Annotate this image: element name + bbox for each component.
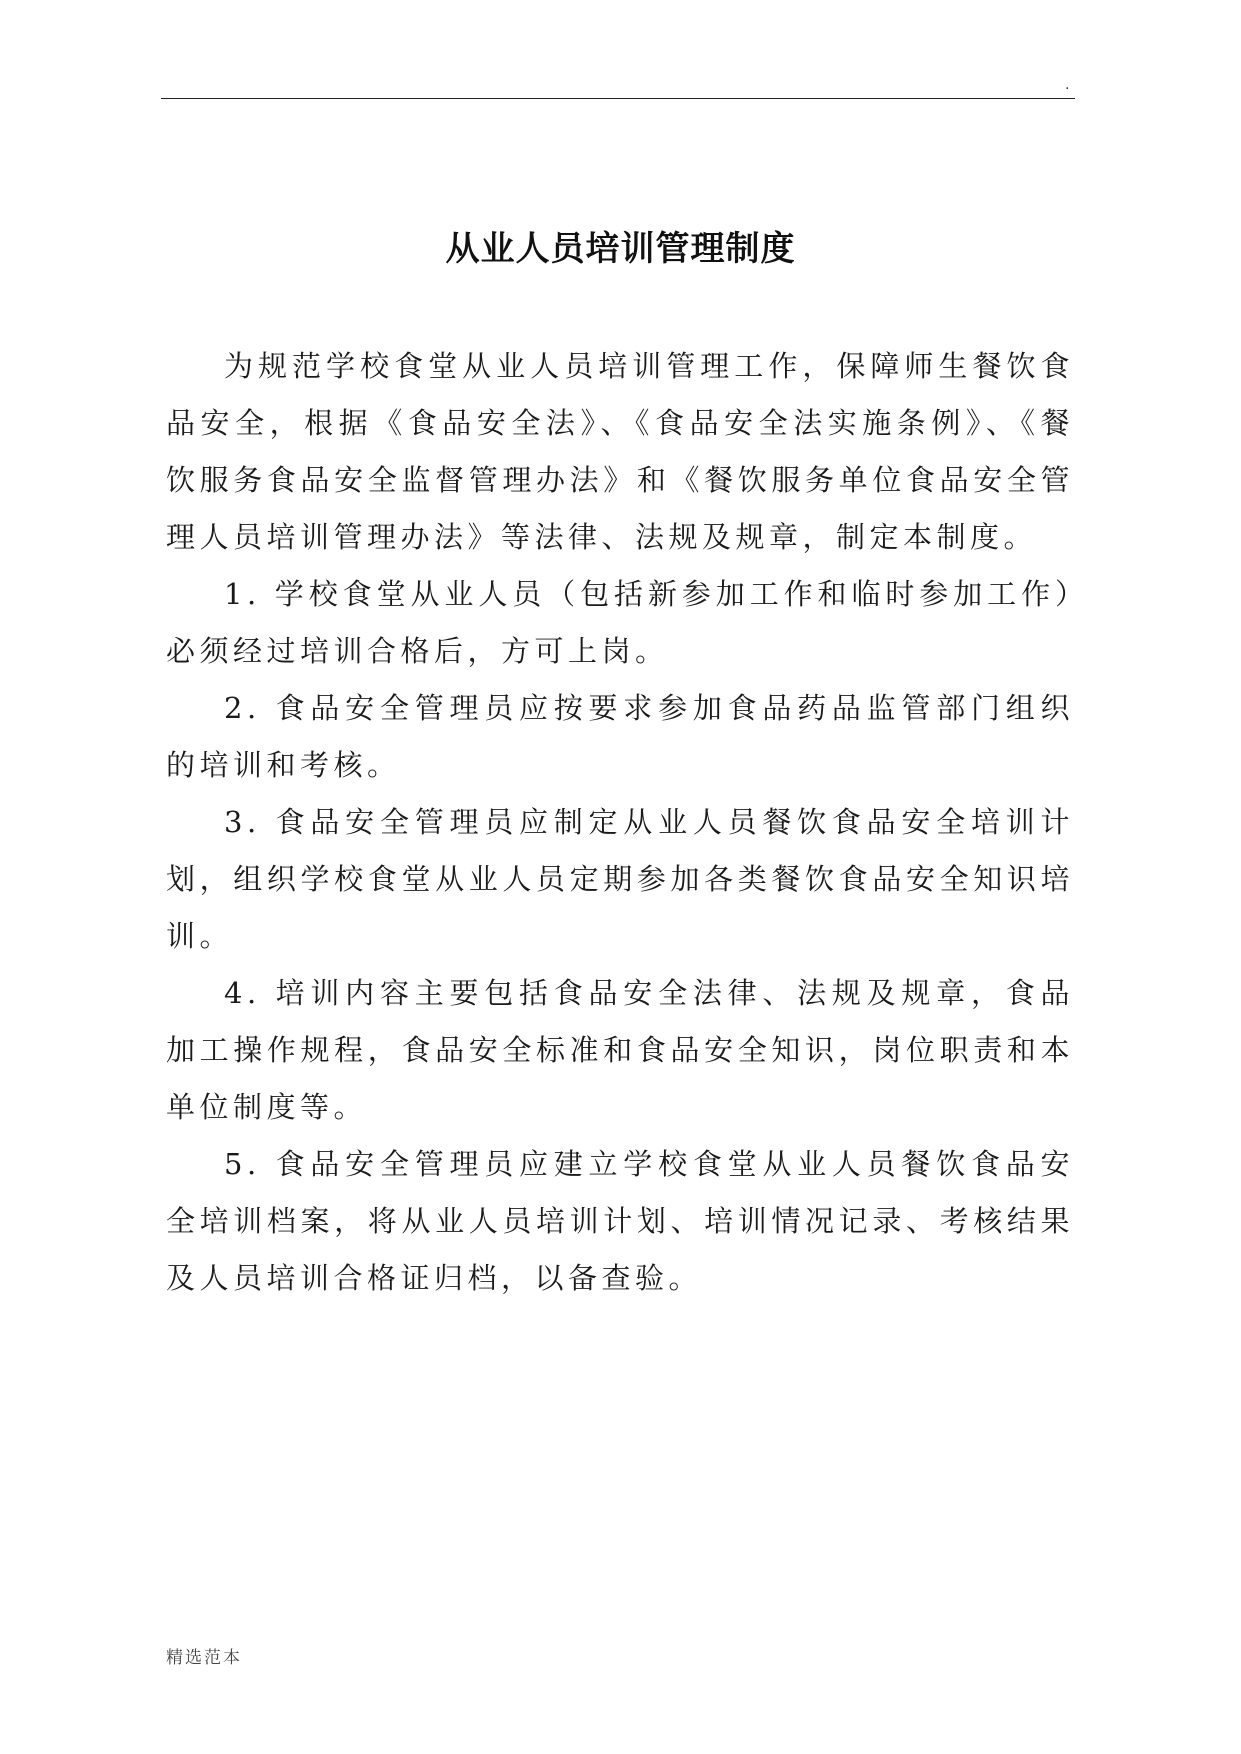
paragraph-item-3: 3. 食品安全管理员应制定从业人员餐饮食品安全培训计划，组织学校食堂从业人员定期参加各类餐饮食品安全知识培训。 (166, 805, 1074, 953)
header-divider (161, 98, 1075, 99)
paragraph-item-4: 4. 培训内容主要包括食品安全法律、法规及规章，食品加工操作规程，食品安全标准和食品安全知识，岗位职责和本单位制度等。 (166, 976, 1074, 1124)
paragraph-intro: 为规范学校食堂从业人员培训管理工作，保障师生餐饮食品安全，根据《食品安全法》、《食品安全法实施条例》、《餐饮服务食品安全监督管理办法》和《餐饮服务单位食品安全管理人员培训管理办法》等法律、法规及规章，制定本制度。 (166, 349, 1074, 554)
paragraph-item-1: 1. 学校食堂从业人员（包括新参加工作和临时参加工作）必须经过培训合格后，方可上岗。 (166, 577, 1074, 668)
document-title: 从业人员培训管理制度 (445, 229, 796, 269)
header-mark: . (1065, 77, 1070, 93)
paragraph-item-2: 2. 食品安全管理员应按要求参加食品药品监管部门组织的培训和考核。 (166, 691, 1074, 782)
footer-label: 精选范本 (166, 1648, 242, 1668)
paragraph-item-5: 5. 食品安全管理员应建立学校食堂从业人员餐饮食品安全培训档案，将从业人员培训计划、培训情况记录、考核结果及人员培训合格证归档，以备查验。 (166, 1147, 1074, 1295)
document-body (166, 338, 1074, 1307)
